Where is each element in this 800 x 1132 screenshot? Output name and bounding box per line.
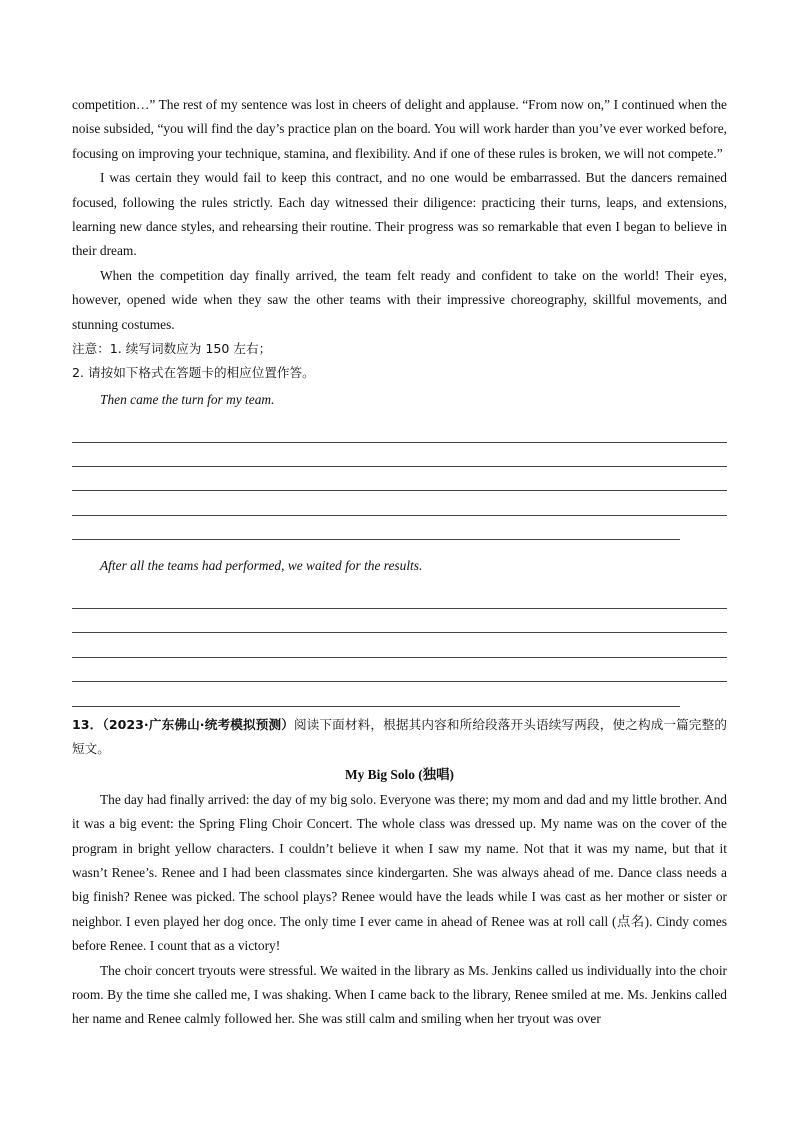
- story-paragraph-1: The day had finally arrived: the day of my big solo. Everyone was there; my mom and dad and my little brother. And it was a big event: the Spring Fling Choir Concert. The whole class was dressed up. My name was on the cover of the program in bright yellow characters. I couldn’t believe it when I saw my name. Not that it was my name, but that it wasn’t Renee’s. Renee and I had been classmates since kindergarten. She was always ahead of me. Dance class needs a big finish? Renee was picked. The school plays? Renee would have the leads while I was cast as her mother or sister or neighbor. I even played her dog once. The only time I ever came in ahead of Renee was at roll call (点名). Cindy comes before Renee. I count that as a victory!: [72, 791, 727, 954]
- answer-line: [72, 418, 727, 442]
- prompt-second-paragraph: After all the teams had performed, we waited for the results.: [100, 558, 423, 574]
- answer-line: [72, 658, 727, 682]
- note-word-count: 注意：1. 续写词数应为 150 左右；: [72, 341, 272, 357]
- question-13-header: [72, 713, 727, 762]
- question-source: （2023·广东佛山·统考模拟预测）: [102, 716, 294, 732]
- note-format: 2. 请按如下格式在答题卡的相应位置作答。: [72, 365, 315, 381]
- passage-paragraph-2: I was certain they would fail to keep this contract, and no one would be embarrassed. But the dancers remained focused, following the rules strictly. Each day witnessed their diligence: practicing their turns, leaps, and extensions, learning new dance styles, and rehearsing their routine. Their progress was so remarkable that even I began to believe in their dream.: [72, 170, 727, 259]
- answer-line: [72, 609, 727, 633]
- answer-lines-first: [72, 418, 727, 540]
- answer-line: [72, 491, 727, 515]
- document-page: [72, 93, 727, 1032]
- answer-line: [72, 585, 727, 609]
- answer-line: [72, 633, 727, 657]
- question-number: 13．: [72, 716, 103, 732]
- answer-lines-second: [72, 585, 727, 707]
- answer-line: [72, 467, 727, 491]
- answer-line: [72, 516, 680, 540]
- prompt-first-paragraph: Then came the turn for my team.: [100, 391, 275, 407]
- question-instruction: 阅读下面材料，根据其内容和所给段落开头语续写两段，使之构成一篇完整的短文。: [72, 716, 727, 756]
- story-title: My Big Solo (独唱): [345, 767, 454, 783]
- answer-line: [72, 682, 680, 706]
- answer-line: [72, 443, 727, 467]
- passage-paragraph-3: When the competition day finally arrived, the team felt ready and confident to take on the world! Their eyes, however, opened wide when they saw the other teams with their impressive choreography, skillful movements, and stunning costumes.: [72, 267, 727, 332]
- story-paragraph-2: The choir concert tryouts were stressful. We waited in the library as Ms. Jenkins called us individually into the choir room. By the time she called me, I was shaking. When I came back to the library, Renee smiled at me. Ms. Jenkins called her name and Renee calmly followed her. She was still calm and smiling when her tryout was over: [72, 962, 727, 1027]
- passage-paragraph-1: competition…” The rest of my sentence was lost in cheers of delight and applause. “From now on,” I continued when the noise subsided, “you will find the day’s practice plan on the board. You will work harder than you’ve ever worked before, focusing on improving your technique, stamina, and flexibility. And if one of these rules is broken, we will not compete.”: [72, 97, 727, 161]
